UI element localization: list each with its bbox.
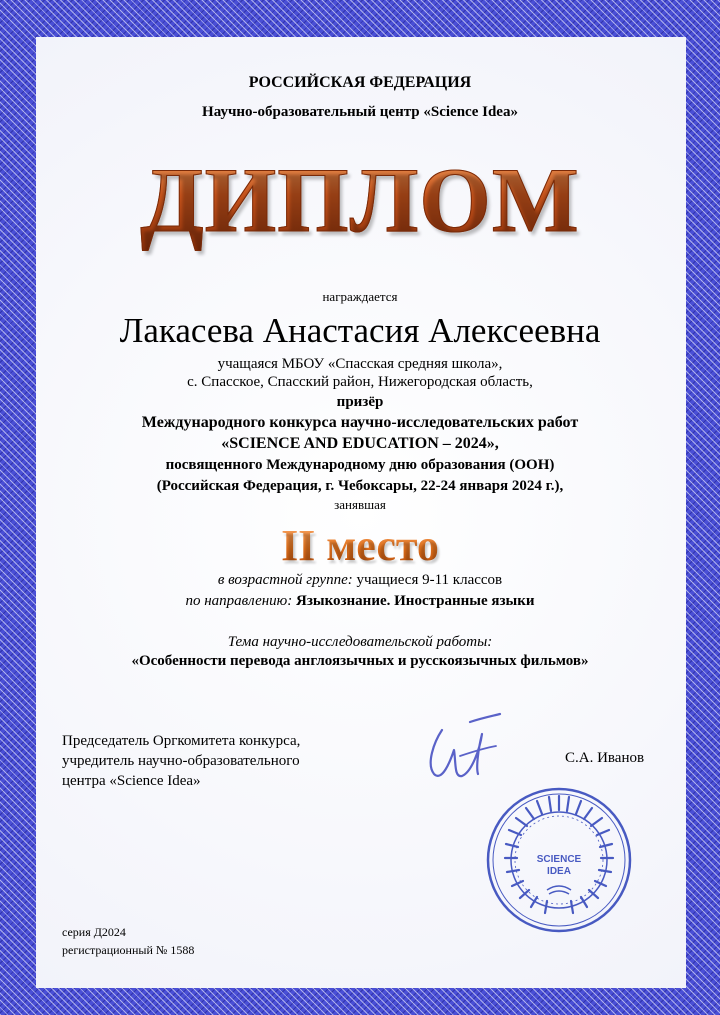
- organization-heading: Научно-образовательный центр «Science Idea»: [202, 104, 518, 120]
- seal-text-line-2: IDEA: [547, 866, 571, 877]
- contest-line-1: Международного конкурса научно-исследовательских работ: [141, 414, 579, 431]
- topic-label: Тема научно-исследовательской работы:: [227, 634, 493, 650]
- awarded-label: награждается: [322, 289, 398, 304]
- contest-line-2: «SCIENCE AND EDUCATION – 2024»,: [221, 435, 499, 452]
- occupied-label: занявшая: [334, 497, 386, 512]
- age-group-label: в возрастной группе:: [217, 572, 353, 588]
- age-group-line: [0, 572, 720, 589]
- chairman-line-3: центра «Science Idea»: [62, 773, 201, 789]
- registration-number: регистрационный № 1588: [62, 943, 195, 957]
- recipient-name: Лакасева Анастасия Алексеевна: [119, 311, 601, 350]
- seal-text-line-1: SCIENCE: [536, 854, 582, 865]
- direction-value: Языкознание. Иностранные языки: [296, 593, 535, 609]
- country-heading: РОССИЙСКАЯ ФЕДЕРАЦИЯ: [248, 74, 472, 91]
- serial-block: [62, 923, 194, 959]
- topic-value: «Особенности перевода англоязычных и русскоязычных фильмов»: [131, 653, 589, 669]
- chairman-block: [62, 731, 300, 791]
- diploma-title: ДИПЛОМ: [0, 150, 720, 250]
- place-heading: II место: [0, 520, 720, 572]
- recipient-location: с. Спасское, Спасский район, Нижегородская область,: [187, 374, 533, 390]
- chairman-line-1: Председатель Оргкомитета конкурса,: [62, 733, 301, 749]
- age-group-value: учащиеся 9-11 классов: [356, 572, 503, 588]
- handwritten-signature: [420, 712, 510, 792]
- direction-label: по направлению:: [185, 593, 293, 609]
- recipient-school: учащаяся МБОУ «Спасская средняя школа»,: [217, 356, 503, 372]
- contest-line-4: (Российская Федерация, г. Чебоксары, 22-24 января 2024 г.),: [156, 478, 564, 494]
- series-number: серия Д2024: [62, 925, 126, 939]
- direction-line: [0, 593, 720, 610]
- official-seal: [485, 786, 633, 934]
- signer-name: С.А. Иванов: [565, 750, 645, 766]
- contest-line-3: посвященного Международному дню образования (ООН): [165, 457, 555, 473]
- chairman-line-2: учредитель научно-образовательного: [62, 753, 300, 769]
- status-label: призёр: [336, 394, 384, 410]
